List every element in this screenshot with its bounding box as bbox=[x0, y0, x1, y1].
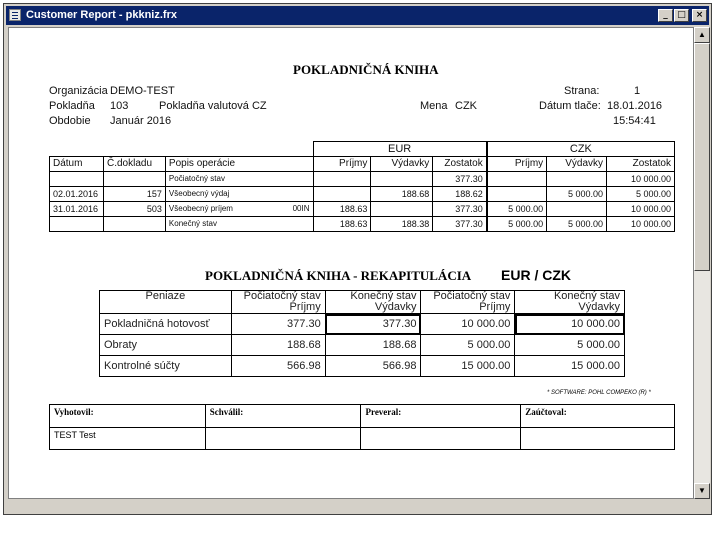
recap-col-money: Peniaze bbox=[100, 291, 232, 314]
row-eur-in: 188.63 bbox=[313, 202, 371, 217]
row-eur-out: 188.68 bbox=[371, 187, 433, 202]
maximize-button[interactable]: □ bbox=[674, 9, 689, 22]
row-date: 31.01.2016 bbox=[50, 202, 104, 217]
recap-currency-pair: EUR / CZK bbox=[501, 267, 571, 283]
recap-col-2 bbox=[325, 291, 421, 314]
print-time: 15:54:41 bbox=[613, 115, 656, 127]
closing-label: Konečný stav bbox=[165, 217, 313, 232]
print-date: 18.01.2016 bbox=[607, 100, 663, 112]
recap-value-b: 377.30 bbox=[325, 314, 421, 335]
col-eur-out: Výdavky bbox=[371, 157, 433, 172]
recap-value-a: 188.68 bbox=[231, 335, 325, 356]
print-date-label: Dátum tlače: bbox=[539, 100, 601, 112]
row-date: 02.01.2016 bbox=[50, 187, 104, 202]
closing-eur-bal: 377.30 bbox=[433, 217, 487, 232]
row-czk-in: 5 000.00 bbox=[487, 202, 547, 217]
row-eur-bal: 377.30 bbox=[433, 202, 487, 217]
row-eur-out bbox=[371, 202, 433, 217]
recap-title: POKLADNIČNÁ KNIHA - REKAPITULÁCIA bbox=[205, 268, 472, 283]
row-desc bbox=[165, 202, 313, 217]
recap-col-2-top: Konečný stav bbox=[350, 290, 417, 302]
scroll-down-button[interactable]: ▼ bbox=[694, 483, 710, 499]
recap-table bbox=[99, 290, 625, 377]
recap-col-2-bottom: Výdavky bbox=[374, 301, 417, 313]
row-czk-in bbox=[487, 187, 547, 202]
recap-col-3 bbox=[421, 291, 515, 314]
recap-value-c: 15 000.00 bbox=[421, 356, 515, 377]
recap-col-1-bottom: Príjmy bbox=[289, 301, 321, 313]
col-eur-in: Príjmy bbox=[313, 157, 371, 172]
row-czk-out bbox=[547, 202, 607, 217]
scroll-up-button[interactable]: ▲ bbox=[694, 27, 710, 43]
closing-czk-bal: 10 000.00 bbox=[607, 217, 675, 232]
posted-label: Zaúčtoval: bbox=[521, 405, 675, 428]
row-doc: 157 bbox=[103, 187, 165, 202]
recap-col-3-bottom: Príjmy bbox=[479, 301, 511, 313]
org-value: DEMO-TEST bbox=[110, 85, 175, 97]
recap-value-c: 5 000.00 bbox=[421, 335, 515, 356]
col-date: Dátum bbox=[50, 157, 104, 172]
row-doc: 503 bbox=[103, 202, 165, 217]
report-preview-area[interactable] bbox=[8, 27, 694, 499]
made-by-label: Vyhotovil: bbox=[50, 405, 206, 428]
row-desc: Všeobecný výdaj bbox=[165, 187, 313, 202]
recap-row-label: Obraty bbox=[100, 335, 232, 356]
page-label: Strana: bbox=[564, 85, 600, 97]
row-desc-text: Všeobecný príjem bbox=[168, 204, 233, 213]
software-note: * SOFTWARE: POHL COMPEKO (R) * bbox=[547, 390, 651, 396]
report-window bbox=[3, 3, 712, 515]
recap-value-d: 10 000.00 bbox=[515, 314, 625, 335]
closing-czk-out: 5 000.00 bbox=[547, 217, 607, 232]
bottom-bar bbox=[8, 499, 694, 514]
cash-name: Pokladňa valutová CZ bbox=[159, 100, 267, 112]
row-desc-code: 00IN bbox=[292, 204, 310, 213]
recap-col-1 bbox=[231, 291, 325, 314]
page-value: 1 bbox=[634, 85, 641, 97]
minimize-button[interactable]: _ bbox=[658, 9, 673, 22]
recap-col-4-top: Konečný stav bbox=[553, 290, 620, 302]
row-eur-in bbox=[313, 187, 371, 202]
recap-value-c: 10 000.00 bbox=[421, 314, 515, 335]
recap-row-label: Pokladničná hotovosť bbox=[100, 314, 232, 335]
recap-col-1-top: Počiatočný stav bbox=[243, 290, 321, 302]
currency-value: CZK bbox=[455, 100, 477, 112]
eur-header: EUR bbox=[313, 142, 487, 157]
recap-row-label: Kontrolné súčty bbox=[100, 356, 232, 377]
table-row bbox=[50, 202, 675, 217]
scroll-thumb[interactable] bbox=[694, 43, 710, 271]
org-label: Organizácia bbox=[49, 85, 108, 97]
col-czk-bal: Zostatok bbox=[607, 157, 675, 172]
closing-czk-in: 5 000.00 bbox=[487, 217, 547, 232]
recap-value-b: 188.68 bbox=[325, 335, 421, 356]
row-czk-out: 5 000.00 bbox=[547, 187, 607, 202]
window-title: Customer Report - pkkniz.frx bbox=[26, 9, 177, 21]
recap-value-d: 15 000.00 bbox=[515, 356, 625, 377]
recap-value-d: 5 000.00 bbox=[515, 335, 625, 356]
report-title: POKLADNIČNÁ KNIHA bbox=[293, 62, 439, 77]
col-desc: Popis operácie bbox=[165, 157, 313, 172]
opening-czk-balance: 10 000.00 bbox=[607, 172, 675, 187]
vertical-scrollbar[interactable] bbox=[694, 27, 710, 499]
signature-table bbox=[49, 404, 675, 450]
cash-label: Pokladňa bbox=[49, 100, 95, 112]
approved-label: Schválil: bbox=[205, 405, 361, 428]
made-by-name: TEST Test bbox=[50, 427, 206, 450]
close-button[interactable]: × bbox=[692, 9, 707, 22]
recap-row bbox=[100, 314, 625, 335]
recap-row bbox=[100, 356, 625, 377]
checked-label: Preveral: bbox=[361, 405, 521, 428]
recap-col-4 bbox=[515, 291, 625, 314]
closing-eur-in: 188.63 bbox=[313, 217, 371, 232]
signature-labels bbox=[50, 405, 675, 428]
cash-no: 103 bbox=[110, 100, 129, 112]
opening-label: Počiatočný stav bbox=[165, 172, 313, 187]
title-bar[interactable] bbox=[6, 6, 709, 25]
currency-label: Mena bbox=[420, 100, 448, 112]
row-czk-bal: 5 000.00 bbox=[607, 187, 675, 202]
column-header-row bbox=[50, 157, 675, 172]
signature-values bbox=[50, 427, 675, 450]
col-doc: Č.dokladu bbox=[103, 157, 165, 172]
col-czk-out: Výdavky bbox=[547, 157, 607, 172]
col-czk-in: Príjmy bbox=[487, 157, 547, 172]
row-czk-bal: 10 000.00 bbox=[607, 202, 675, 217]
opening-eur-balance: 377.30 bbox=[433, 172, 487, 187]
recap-value-b: 566.98 bbox=[325, 356, 421, 377]
period-label: Obdobie bbox=[49, 115, 91, 127]
col-eur-bal: Zostatok bbox=[433, 157, 487, 172]
row-eur-bal: 188.62 bbox=[433, 187, 487, 202]
recap-col-4-bottom: Výdavky bbox=[578, 301, 620, 313]
currency-header-row bbox=[50, 142, 675, 157]
closing-row bbox=[50, 217, 675, 232]
table-row bbox=[50, 187, 675, 202]
recap-col-3-top: Počiatočný stav bbox=[433, 290, 511, 302]
opening-row bbox=[50, 172, 675, 187]
czk-header: CZK bbox=[487, 142, 675, 157]
closing-eur-out: 188.38 bbox=[371, 217, 433, 232]
recap-row bbox=[100, 335, 625, 356]
recap-value-a: 566.98 bbox=[231, 356, 325, 377]
recap-header-row bbox=[100, 291, 625, 314]
recap-value-a: 377.30 bbox=[231, 314, 325, 335]
app-report-icon bbox=[9, 9, 21, 21]
cash-book-table bbox=[49, 141, 675, 232]
period-value: Január 2016 bbox=[110, 115, 172, 127]
